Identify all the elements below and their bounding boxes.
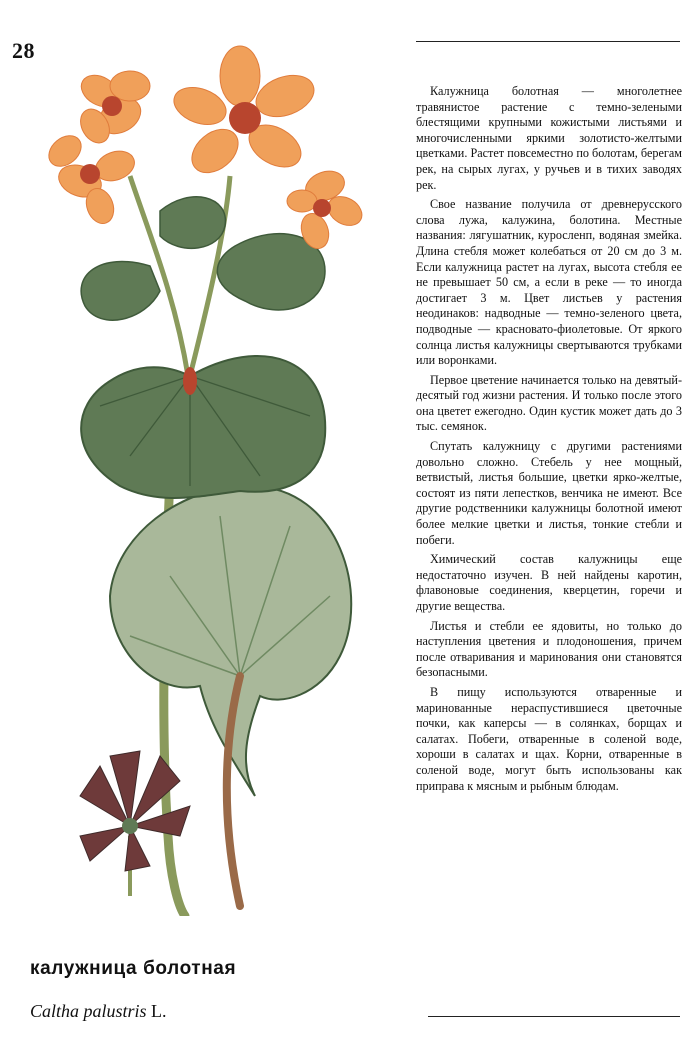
- top-rule: [416, 41, 680, 42]
- upper-leaf-mid: [160, 197, 225, 249]
- plant-illustration: [40, 36, 380, 916]
- page-number: 28: [12, 38, 35, 63]
- article-text: [416, 84, 682, 798]
- paragraph: Листья и стебли ее ядовиты, но только до наступления цветения и плодоношения, причем после отваривания и маринования они становятся безопасными.: [416, 618, 682, 680]
- upper-leaf-left: [81, 262, 160, 321]
- plant-name-latin: [30, 1001, 167, 1022]
- paragraph: Химический состав калужницы еще недостаточно изучен. В ней найдены каротин, флавоновые соединения, кверцетин, горечи и другие вещества.: [416, 552, 682, 613]
- stem-leaf: [81, 356, 325, 498]
- stipule: [183, 367, 197, 395]
- latin-author: L.: [151, 1001, 167, 1021]
- latin-binomial: Caltha palustris: [30, 1001, 147, 1021]
- flower-top-left: [75, 69, 150, 148]
- paragraph: Первое цветение начинается только на девятый-десятый год жизни растения. И только после этого она цветет ежегодно. Один кустик может дать до 3 тыс. семянок.: [416, 372, 682, 434]
- paragraph: Свое название получила от древнерусского слова лужа, калужина, болотина. Местные названия: лягушатник, куросленп, водяная змейка. Длина стебля может колебаться от 20 см до 3 м. Если калужница растет на лугах, высота стебля ее не превышает 50 см, а если в реке — то иногда достигает 3 м. Цвет листьев у растения неодинаков: надводные — темно-зеленого цвета, подводные — красновато-фиолетовые. От яркого солнца листья калужницы свертываются трубками или воронками.: [416, 197, 682, 368]
- plant-name-russian: калужница болотная: [30, 958, 237, 979]
- paragraph: Калужница болотная — многолетнее травянистое растение с темно-зелеными блестящими крупными кожистыми листьями и многочисленными яркими золотисто-желтыми цветками. Растет повсеместно по болотам, берегам рек, на сырых лугах, у ручьев и в тихих заводях рек.: [416, 84, 682, 192]
- paragraph: В пищу используются отваренные и маринованные нераспустившиеся цветочные почки, как каперсы — в солянках, борщах и салатах. Побеги, отваренные в соленой воде, хороши в салатах и щах. Корни, отваренные в соленой воде, могут быть использованы как приправа к мясным и рыбным блюдам.: [416, 684, 682, 793]
- flower-mid-left: [43, 129, 139, 227]
- flower-top-center: [169, 46, 320, 182]
- paragraph: Спутать калужницу с другими растениями довольно сложно. Стебель у нее мощный, ветвистый, листья большие, цветки ярко-желтые, состоят из пяти лепестков, венчика не имеют. Все другие родственники калужницы болотной имеют более мелкие цветки и листья, тонкие стебли и побеги.: [416, 439, 682, 547]
- bottom-rule: [428, 1016, 680, 1017]
